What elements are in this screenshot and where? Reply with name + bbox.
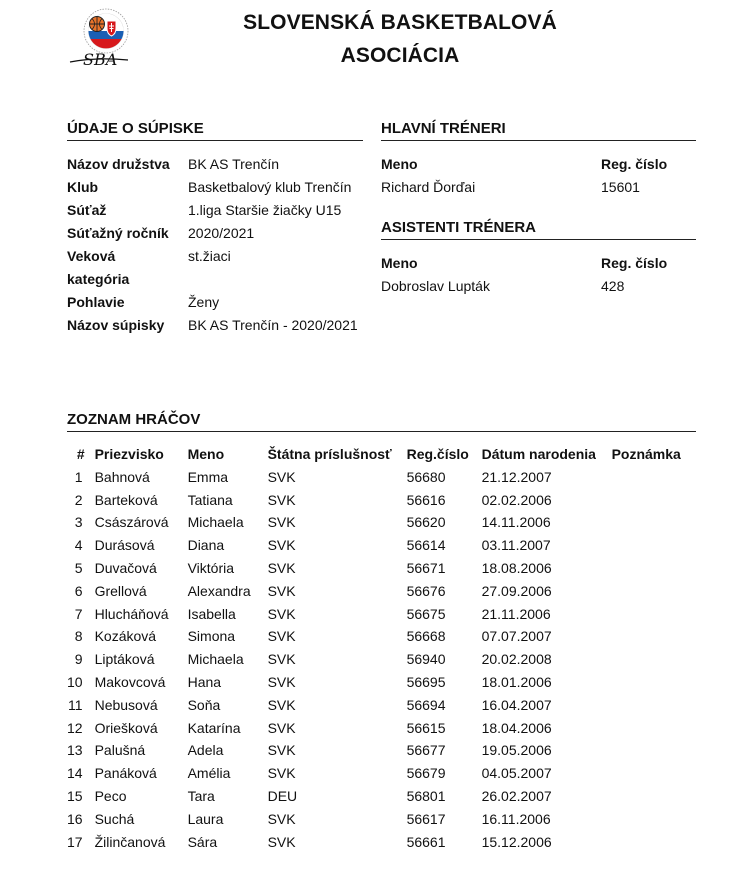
- info-row: [67, 222, 363, 245]
- player-nationality: SVK: [267, 833, 296, 850]
- player-number: 2: [74, 491, 83, 508]
- player-birth-date: 18.01.2006: [481, 673, 552, 690]
- player-birth-date: 21.12.2007: [481, 468, 552, 485]
- player-number: 1: [74, 468, 83, 485]
- player-birth-date: 15.12.2006: [481, 833, 552, 850]
- player-number: 3: [74, 514, 83, 531]
- player-name: Tatiana: [187, 491, 233, 508]
- coach-reg: 428: [601, 278, 625, 294]
- col-reg-number: Reg.číslo: [406, 446, 469, 462]
- player-nationality: SVK: [267, 742, 296, 759]
- player-name: Tara: [187, 787, 215, 804]
- player-note: [612, 534, 698, 557]
- organization-title-line2: ASOCIÁCIA: [340, 44, 460, 67]
- player-note: [612, 671, 698, 694]
- player-number: 17: [67, 833, 83, 850]
- player-note: [612, 831, 698, 854]
- info-row: [67, 291, 363, 314]
- player-note: [612, 739, 698, 762]
- player-note: [612, 489, 698, 512]
- coach-row: [381, 275, 667, 298]
- player-note: [612, 580, 698, 603]
- player-row: [67, 489, 698, 512]
- player-number: 10: [67, 673, 83, 690]
- player-name: Laura: [187, 810, 224, 827]
- assistant-coaches-table: [381, 252, 667, 298]
- player-surname: Žilinčanová: [94, 833, 166, 850]
- info-label: Názov družstva: [67, 156, 170, 172]
- player-nationality: SVK: [267, 765, 296, 782]
- info-value: Basketbalový klub Trenčín: [188, 179, 352, 195]
- player-nationality: SVK: [267, 605, 296, 622]
- player-reg-number: 56677: [406, 742, 446, 759]
- player-row: [67, 785, 698, 808]
- player-surname: Durásová: [94, 537, 155, 554]
- info-label: Súťažný ročník: [67, 225, 169, 241]
- player-nationality: DEU: [267, 787, 298, 804]
- player-number: 14: [67, 765, 83, 782]
- player-number: 5: [74, 559, 83, 576]
- player-reg-number: 56614: [406, 537, 446, 554]
- player-reg-number: 56617: [406, 810, 446, 827]
- player-nationality: SVK: [267, 559, 296, 576]
- info-value: 2020/2021: [188, 225, 255, 241]
- player-note: [612, 557, 698, 580]
- player-number: 8: [74, 628, 83, 645]
- players-table: [67, 443, 698, 853]
- info-row: [67, 314, 363, 337]
- player-name: Adela: [187, 742, 224, 759]
- info-label: Veková kategória: [67, 248, 130, 287]
- player-name: Emma: [187, 468, 229, 485]
- player-surname: Grellová: [94, 582, 147, 599]
- player-birth-date: 14.11.2006: [481, 514, 551, 531]
- player-row: [67, 739, 698, 762]
- col-name: Meno: [187, 446, 225, 462]
- col-number: #: [76, 446, 85, 462]
- player-reg-number: 56616: [406, 491, 446, 508]
- info-label: Súťaž: [67, 202, 107, 218]
- player-surname: Császárová: [94, 514, 169, 531]
- info-row: [67, 245, 363, 291]
- player-reg-number: 56695: [406, 673, 446, 690]
- player-name: Sára: [187, 833, 218, 850]
- player-name: Michaela: [187, 514, 244, 531]
- player-name: Amélia: [187, 765, 231, 782]
- player-birth-date: 04.05.2007: [481, 765, 552, 782]
- player-number: 16: [67, 810, 83, 827]
- player-reg-number: 56940: [406, 651, 446, 668]
- player-reg-number: 56661: [406, 833, 446, 850]
- info-label: Klub: [67, 179, 99, 195]
- player-name: Simona: [187, 628, 236, 645]
- sba-logo: [66, 4, 144, 70]
- player-note: [612, 625, 698, 648]
- coach-reg: 15601: [601, 179, 640, 195]
- player-reg-number: 56615: [406, 719, 446, 736]
- info-value: st.žiaci: [188, 248, 231, 264]
- head-coaches-table: [381, 153, 667, 199]
- info-value: BK AS Trenčín - 2020/2021: [188, 317, 358, 333]
- player-number: 7: [74, 605, 83, 622]
- player-number: 12: [67, 719, 83, 736]
- player-name: Michaela: [187, 651, 244, 668]
- player-birth-date: 21.11.2006: [481, 605, 551, 622]
- player-reg-number: 56694: [406, 696, 446, 713]
- players-title: ZOZNAM HRÁČOV: [67, 411, 696, 432]
- player-birth-date: 26.02.2007: [481, 787, 552, 804]
- player-nationality: SVK: [267, 810, 296, 827]
- player-name: Diana: [187, 537, 225, 554]
- player-name: Viktória: [187, 559, 235, 576]
- organization-title-line1: SLOVENSKÁ BASKETBALOVÁ: [243, 11, 557, 34]
- player-nationality: SVK: [267, 468, 296, 485]
- player-surname: Duvačová: [94, 559, 157, 576]
- roster-info-table: [67, 153, 363, 337]
- player-reg-number: 56679: [406, 765, 446, 782]
- player-surname: Liptáková: [94, 651, 155, 668]
- player-birth-date: 02.02.2006: [481, 491, 552, 508]
- coach-name: Dobroslav Lupták: [381, 278, 490, 294]
- players-header-row: [67, 443, 698, 466]
- col-surname: Priezvisko: [94, 446, 164, 462]
- player-row: [67, 762, 698, 785]
- player-nationality: SVK: [267, 491, 296, 508]
- player-nationality: SVK: [267, 673, 296, 690]
- info-label: Pohlavie: [67, 294, 125, 310]
- player-row: [67, 831, 698, 854]
- player-note: [612, 717, 698, 740]
- player-row: [67, 717, 698, 740]
- player-reg-number: 56680: [406, 468, 446, 485]
- player-surname: Hlucháňová: [94, 605, 169, 622]
- col-nationality: Štátna príslušnosť: [267, 446, 392, 462]
- player-row: [67, 466, 698, 489]
- assistant-coaches-col-reg: Reg. číslo: [601, 255, 668, 271]
- player-name: Soňa: [187, 696, 221, 713]
- player-number: 4: [74, 537, 83, 554]
- assistant-coaches-col-name: Meno: [381, 255, 418, 271]
- player-note: [612, 694, 698, 717]
- player-surname: Nebusová: [94, 696, 158, 713]
- assistant-coaches-title: ASISTENTI TRÉNERA: [381, 219, 696, 240]
- player-number: 9: [74, 651, 83, 668]
- player-birth-date: 20.02.2008: [481, 651, 552, 668]
- players-body: [67, 466, 698, 854]
- player-nationality: SVK: [267, 719, 296, 736]
- player-note: [612, 511, 698, 534]
- player-row: [67, 603, 698, 626]
- player-nationality: SVK: [267, 628, 296, 645]
- player-number: 11: [68, 696, 83, 713]
- coach-name: Richard Ďorďai: [381, 179, 476, 195]
- player-reg-number: 56620: [406, 514, 446, 531]
- player-surname: Kozáková: [94, 628, 157, 645]
- player-row: [67, 694, 698, 717]
- player-row: [67, 625, 698, 648]
- player-row: [67, 671, 698, 694]
- player-birth-date: 03.11.2007: [481, 537, 551, 554]
- player-name: Hana: [187, 673, 222, 690]
- info-label: Názov súpisky: [67, 317, 165, 333]
- player-note: [612, 808, 698, 831]
- player-nationality: SVK: [267, 582, 296, 599]
- player-row: [67, 648, 698, 671]
- player-row: [67, 580, 698, 603]
- player-nationality: SVK: [267, 537, 296, 554]
- player-note: [612, 762, 698, 785]
- info-row: [67, 199, 363, 222]
- player-birth-date: 18.08.2006: [481, 559, 552, 576]
- player-birth-date: 07.07.2007: [481, 628, 552, 645]
- player-name: Isabella: [187, 605, 236, 622]
- head-coaches-title: HLAVNÍ TRÉNERI: [381, 120, 696, 141]
- player-surname: Oriešková: [94, 719, 158, 736]
- head-coaches-col-reg: Reg. číslo: [601, 156, 668, 172]
- player-birth-date: 27.09.2006: [481, 582, 552, 599]
- player-nationality: SVK: [267, 696, 296, 713]
- player-row: [67, 557, 698, 580]
- player-birth-date: 16.11.2006: [481, 810, 551, 827]
- player-surname: Panáková: [94, 765, 157, 782]
- player-number: 15: [67, 787, 83, 804]
- player-surname: Palušná: [94, 742, 146, 759]
- player-note: [612, 603, 698, 626]
- player-reg-number: 56668: [406, 628, 446, 645]
- head-coaches-col-name: Meno: [381, 156, 418, 172]
- organization-title: [210, 6, 590, 72]
- player-note: [612, 466, 698, 489]
- roster-info-title: ÚDAJE O SÚPISKE: [67, 120, 363, 141]
- info-value: BK AS Trenčín: [188, 156, 280, 172]
- col-birth-date: Dátum narodenia: [481, 446, 596, 462]
- player-reg-number: 56676: [406, 582, 446, 599]
- player-reg-number: 56671: [406, 559, 446, 576]
- player-nationality: SVK: [267, 651, 296, 668]
- player-number: 6: [74, 582, 83, 599]
- player-note: [612, 785, 698, 808]
- player-row: [67, 534, 698, 557]
- player-nationality: SVK: [267, 514, 296, 531]
- player-name: Alexandra: [187, 582, 251, 599]
- player-note: [612, 648, 698, 671]
- col-note: Poznámka: [611, 446, 681, 462]
- player-surname: Suchá: [94, 810, 135, 827]
- coach-row: [381, 176, 667, 199]
- logo-text: SBA: [83, 50, 118, 69]
- player-surname: Bahnová: [94, 468, 150, 485]
- info-value: Ženy: [188, 294, 220, 310]
- player-surname: Makovcová: [94, 673, 166, 690]
- info-row: [67, 176, 363, 199]
- player-birth-date: 16.04.2007: [481, 696, 552, 713]
- info-value: 1.liga Staršie žiačky U15: [188, 202, 342, 218]
- player-surname: Peco: [94, 787, 127, 804]
- player-birth-date: 18.04.2006: [481, 719, 552, 736]
- player-birth-date: 19.05.2006: [481, 742, 552, 759]
- player-reg-number: 56801: [406, 787, 446, 804]
- player-row: [67, 511, 698, 534]
- player-name: Katarína: [187, 719, 241, 736]
- player-number: 13: [67, 742, 83, 759]
- player-surname: Barteková: [94, 491, 158, 508]
- info-row: [67, 153, 363, 176]
- player-reg-number: 56675: [406, 605, 446, 622]
- player-row: [67, 808, 698, 831]
